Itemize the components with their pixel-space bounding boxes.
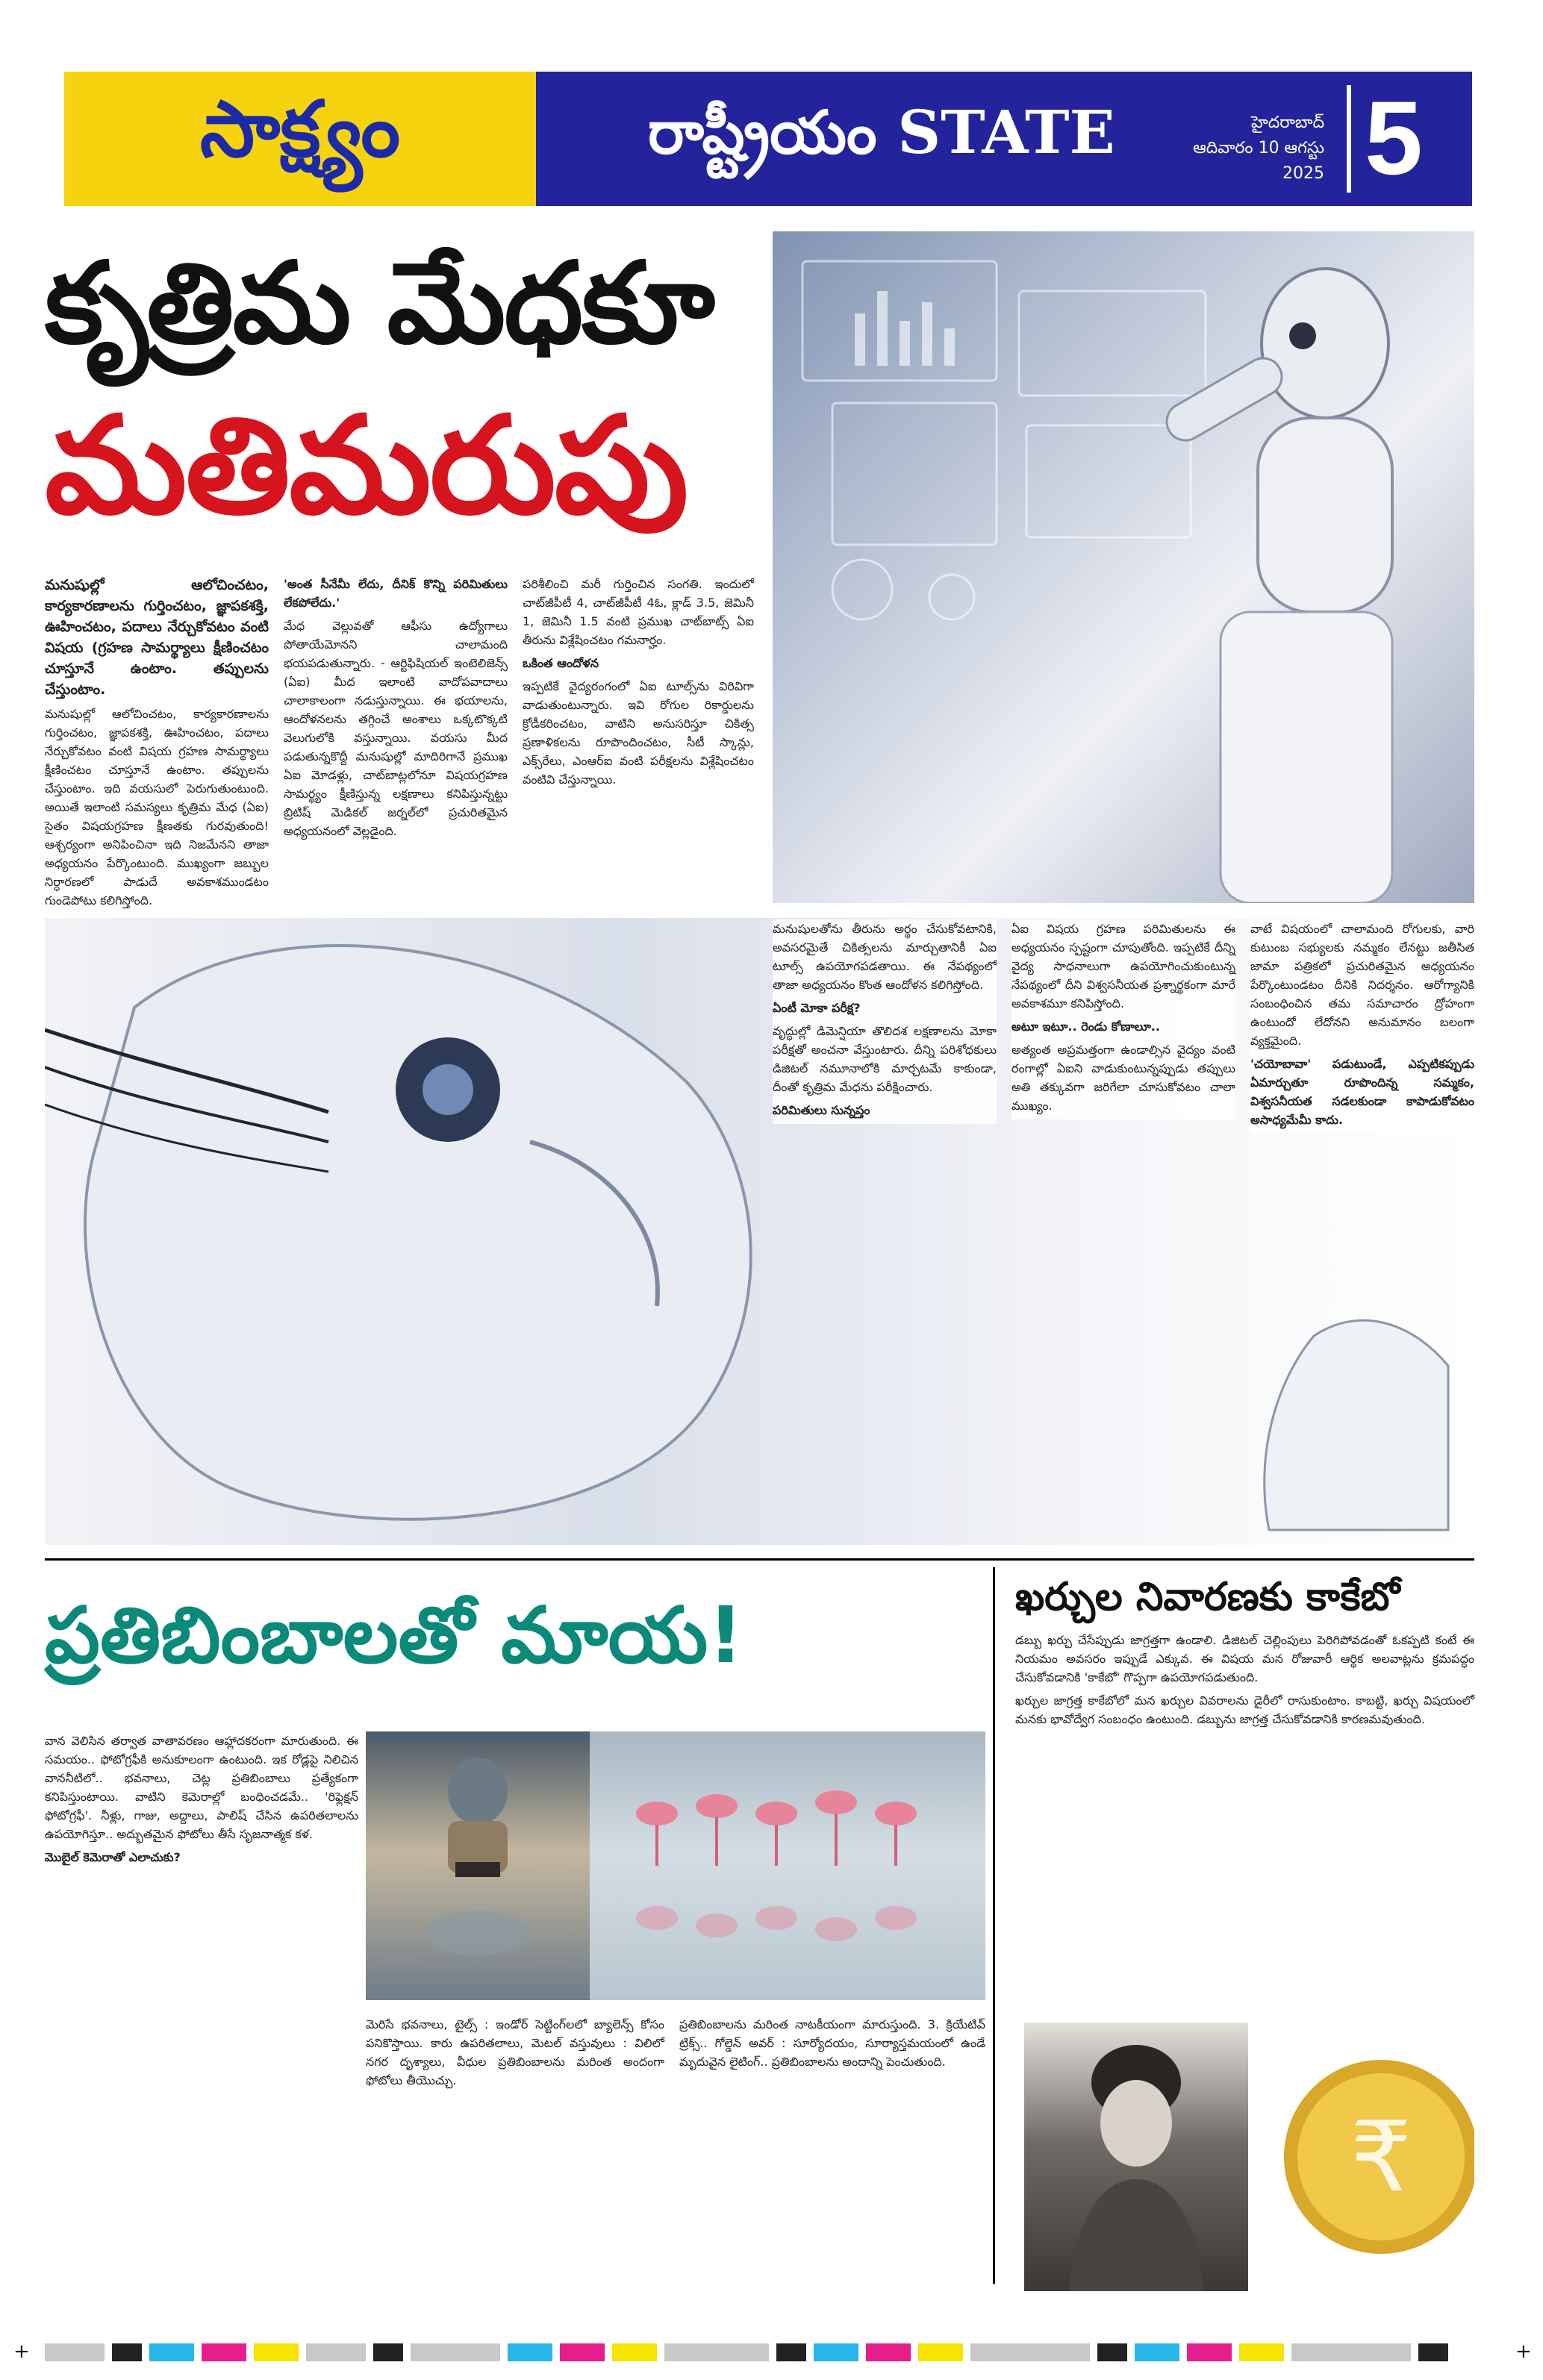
article1-col5-text: ఏఐ విషయ గ్రహణ పరిమితులను ఈ అధ్యయనం స్పష్టంగా చూపుతోంది. ఇప్పటికే దీన్ని వైద్య సాధనాలుగా ఉపయోగించుకుంటున్న నేపథ్యంలో దీని విశ్వసనీయత ప్రశ్నార్థకంగా మారే అవకాశమూ కనిపిస్తోంది.	[1011, 922, 1235, 1011]
article1-column-3	[523, 575, 754, 793]
article1-col5-text-b: అత్యంత అప్రమత్తంగా ఉండాల్సిన వైద్యం వంటి రంగాల్లో ఏఐని వాడుకుంటున్నప్పుడు తప్పులు అతి తక్కువగా జరిగేలా చూసుకోవటం చాలా ముఖ్యం.	[1011, 1043, 1235, 1113]
article2-col2-text: మెరిసే భవనాలు, టైల్స్ : ఇండోర్ సెట్టింగ్‌లలో బ్యాలెన్స్ కోసం పనికొస్తాయి. కారు ఉపరితలాలు, మెటల్ వస్తువులు : విలిలో నగర దృశ్యాలు, వీధుల ప్రతిబింబాలను మరింత అందంగా ఫోటోలు తీయొచ్చు.	[366, 2017, 664, 2087]
color-swatch	[411, 2343, 500, 2361]
logo-text: సాక్ష్యం	[199, 84, 401, 175]
photographer-icon	[366, 1731, 590, 2000]
article1-col2-text: మేధ వెల్లువతో ఆఫీసు ఉద్యోగాలు పోతాయేమోనని చాలామంది భయపడుతున్నారు. - ఆర్టిఫిషియల్ ఇంటెలిజెన్స్ (ఏఐ) మీద ఇలాంటి వాదోపవాదాలు చాలాకాలంగా నడుస్తున్నాయి. ఈ భయాలను, ఆందోళనలను తగ్గించే అంశాలు ఒక్కటొక్కటి వెలుగులోకి వస్తున్నాయి. వయసు మీద పడుతున్నకొద్దీ మనుషుల్లో మాదిరిగానే ప్రముఖ ఏఐ మోడళ్లు, చాట్‌బాట్లలోనూ విషయగ్రహణ సామర్థ్యం క్షీణిస్తున్న లక్షణాలు కనిపిస్తున్నట్టు బ్రిటిష్ మెడికల్ జర్నల్‌లో ప్రచురితమైన అధ్యయనంలో వెల్లడైంది.	[284, 619, 508, 838]
rupee-coin-icon	[1262, 2023, 1474, 2291]
article1-headline-line2: మతిమరుపు	[45, 388, 688, 544]
woman-portrait-photo	[1024, 2023, 1248, 2291]
color-swatch	[112, 2343, 142, 2361]
color-swatch	[306, 2343, 366, 2361]
color-swatch	[664, 2343, 769, 2361]
article2-col1-subhead: మొబైల్ కెమెరాతో ఎలాచుకు?	[45, 1850, 181, 1864]
color-swatch	[1187, 2343, 1232, 2361]
flamingo-reflection-photo	[590, 1731, 985, 2000]
article2-col1-text: వాన వెలిసిన తర్వాత వాతావరణం ఆహ్లాదకరంగా మారుతుంది. ఈ సమయం.. ఫోటోగ్రఫీకి అనుకూలంగా ఉంటుంది. ఇక రోడ్లపై నిలిచిన వాననీటిలో.. భవనాలు, చెట్ల ప్రతిబింబాలు ప్రత్యేకంగా కనిపిస్తుంటాయి. వాటిని కెమెరాల్లో బంధించడమే.. 'రిఫ్లెక్షన్ ఫోటోగ్రఫీ'. నీళ్లు, గాజు, అద్దాలు, పాలిష్ చేసిన ఉపరితలాలను ఉపయోగిస్తూ.. అద్భుతమైన ఫోటోలు తీసే సృజనాత్మక కళ.	[45, 1734, 358, 1841]
article1-column-5	[1011, 919, 1235, 1119]
page-number: 5	[1365, 79, 1423, 196]
article1-col4-subhead-2: పరిమితులు సున్నప్తం	[773, 1103, 870, 1117]
color-swatch	[149, 2343, 194, 2361]
color-swatch	[866, 2343, 911, 2361]
street-reflection-photo	[366, 1731, 590, 2000]
article1-col4-text: మనుషులతోను తీరును అర్థం చేసుకోవటానికి, అవసరమైతే చికిత్సలను మార్చుతానికీ ఏఐ టూల్స్ ఉపయోగపడతాయి. ఈ నేపథ్యంలో తాజా అధ్యయనం కొంత ఆందోళన కలిగిస్తోంది.	[773, 922, 997, 992]
color-swatch	[373, 2343, 403, 2361]
robot-illustration-icon	[773, 231, 1474, 903]
color-swatch	[508, 2343, 552, 2361]
article2-column-1	[45, 1731, 358, 1871]
color-swatch	[970, 2343, 1090, 2361]
color-swatch	[918, 2343, 963, 2361]
article1-intro: మనుషుల్లో ఆలోచించటం, కార్యకారణాలను గుర్తించటం, జ్ఞాపకశక్తి, ఊహించటం, పదాలు నేర్చుకోవటం వంటి విషయ (గ్రహణ సామర్థ్యాలు క్షీణించటం చూస్తూనే ఉంటాం. తప్పులను చేస్తుంటాం.	[45, 577, 269, 698]
article1-column-6	[1250, 919, 1474, 1134]
color-swatch	[1097, 2343, 1127, 2361]
article1-col1-text: మనుషుల్లో ఆలోచించటం, కార్యకారణాలను గుర్తించటం, జ్ఞాపకశక్తి, ఊహించటం, పదాలు నేర్చుకోవటం వంటి విషయ గ్రహణ సామర్థ్యాలు క్షీణించటం చూస్తూనే ఉంటాం. తప్పులను చేస్తుంటాం. ఇది వయసులో పెరుగుతుంటుంది. అయితే ఇలాంటి సమస్యలు కృత్రిమ మేధ (ఏఐ) సైతం విషయగ్రహణ క్షీణతకు గురవుతుంది! ఆశ్చర్యంగా అనిపించినా ఇది నిజమేనని తాజా అధ్యయనం పేర్కొంటుంది. ముఖ్యంగా జబ్బుల నిర్ధారణలో పాడుదే అవకాశముండటం గుండెపోటు కలిగిస్తోంది.	[45, 707, 269, 908]
rupee-coin-image	[1262, 2023, 1474, 2291]
color-swatch	[202, 2343, 246, 2361]
article3-body-text-b: ఖర్చుల జాగ్రత్త కాకేబోలో మన ఖర్చుల వివరాలను డైరీలో రాసుకుంటాం. కాబట్టి, ఖర్చు విషయంలో మనకు భావోద్వేగ సంబంధం ఉంటుంది. డబ్బును జాగ్రత్త చేసుకోవడానికి కారణమవుతుంది.	[1015, 1693, 1474, 1726]
robot-touching-screen-photo	[773, 231, 1474, 903]
color-swatch	[45, 2343, 105, 2361]
color-swatch	[560, 2343, 605, 2361]
registration-mark-left: +	[13, 2340, 30, 2363]
color-swatch	[1291, 2343, 1411, 2361]
color-swatch	[1239, 2343, 1284, 2361]
article1-col3-text: పరిశీలించి మరీ గుర్తించిన సంగతి. ఇందులో చాట్‌జీపీటీ 4, చాట్‌జీపీటీ 4ఓ, క్లాడ్ 3.5, జెమినీ 1, జెమినీ 1.5 వంటి ప్రముఖ చాట్‌బాట్స్ ఏఐ తీరును విశ్లేషించటం గమనార్హం.	[523, 577, 754, 647]
article1-column-4	[773, 919, 997, 1124]
article1-headline-line1: కృత్రిమ మేధకూ	[45, 239, 714, 369]
color-swatch	[1418, 2343, 1448, 2361]
article1-column-1	[45, 575, 269, 914]
issue-date: ఆదివారం 10 ఆగస్టు 2025	[1193, 139, 1324, 183]
color-swatch	[776, 2343, 806, 2361]
color-swatch	[1135, 2343, 1179, 2361]
page-number-divider	[1347, 85, 1351, 193]
newspaper-logo[interactable]	[64, 72, 536, 206]
article1-col3-text-b: ఇప్పటికే వైద్యరంగంలో ఏఐ టూల్స్‌ను విరివిగా వాడుతుంటున్నారు. ఇవి రోగుల రికార్డులను క్రోడీకరించటం, వాటిని అనుసరిస్తూ చికిత్స ప్రణాళికలను రూపొందించటం, సీటీ స్కాన్లు, ఎక్స్‌రేలు, ఎంఆర్‌ఐ వంటి పరీక్షలను విశ్లేషించటం వంటివి చేస్తున్నాయి.	[523, 679, 754, 787]
dateline	[1156, 110, 1324, 187]
vertical-column-divider	[993, 1567, 995, 2284]
section-band	[536, 72, 1472, 206]
article3-headline: ఖర్చుల నివారణకు కాకేబో	[1015, 1575, 1400, 1620]
article1-col5-subhead: అటూ ఇటూ.. రెండు కోణాలూ..	[1011, 1019, 1160, 1034]
color-swatch	[814, 2343, 858, 2361]
article1-column-2	[284, 575, 508, 845]
section-divider-rule	[45, 1558, 1474, 1561]
color-swatch	[612, 2343, 657, 2361]
article1-col6-text: వాటే విషయంలో చాలామంది రోగులకు, వారి కుటుంబ సభ్యులకు నమ్మకం లేనట్టు జతీసిత జామా పత్రికలో ప్రచురితమైన అధ్యయనం పేర్కొంటుండటం దీనికి నిదర్శనం. ఆరోగ్యానికి సంబంధించిన తమ సమాచారం ద్రోహంగా ఉంటుందో లేదోనని అనుమానం బలంగా వ్యక్తమైంది.	[1250, 922, 1474, 1048]
article2-headline: ప్రతిబింబాలతో మాయ!	[45, 1590, 744, 1681]
registration-mark-right: +	[1515, 2340, 1532, 2363]
color-swatch	[254, 2343, 299, 2361]
article1-col4-subhead: ఏంటీ మోకా పరీక్ష?	[773, 1001, 861, 1015]
article1-pullquote: 'అంత సీనేమీ లేదు, దీనిక్ కొన్ని పరిమితులు లేకపోలేదు.'	[284, 577, 508, 610]
flamingo-icon	[590, 1731, 985, 2000]
article1-col4-text-b: వృద్ధుల్లో డిమెన్షియా తొలిదశ లక్షణాలను మోకా పరీక్షతో అంచనా వేస్తుంటారు. దీన్ని పరిశోధకులు డిజిటల్ నమూనాలోకి మార్చటమే కాకుండా, దీంతో కృత్రిమ మేధను పరీక్షించారు.	[773, 1024, 997, 1094]
article2-col3-text: ప్రతిబింబాలను మరింత నాటకీయంగా మారుస్తుంది. 3. క్రియేటివ్ ట్రిక్స్.. గోల్డెన్ అవర్ : సూర్యోదయం, సూర్యాస్తమయంలో ఉండే మృదువైన లైటింగ్.. ప్రతిబింబాలను అందాన్ని పెంచుతుంది.	[679, 2017, 985, 2069]
article1-col3-subhead: ఒకింత ఆందోళన	[523, 656, 599, 670]
article2-column-2	[366, 2015, 664, 2094]
svg-text:₹: ₹	[1350, 2100, 1412, 2214]
article3-body	[1015, 1631, 1474, 1733]
city-name: హైదరాబాద్	[1251, 113, 1324, 132]
article2-column-3	[679, 2015, 985, 2076]
portrait-icon	[1024, 2023, 1248, 2291]
print-registration-strip	[0, 2340, 1543, 2363]
section-label: రాష్ట్రీయం STATE	[648, 97, 1115, 167]
masthead	[64, 72, 1472, 206]
article3-body-text: డబ్బు ఖర్చు చేసేప్పుడు జాగ్రత్తగా ఉండాలి. డిజిటల్ చెల్లింపులు పెరిగిపోవడంతో ఓకప్పటి కంటే ఈ నియమం అవసరం ఇప్పుడే ఎక్కువ. ఈ విషయ మన రోజువారీ ఆర్థిక అలవాట్లను క్రమపద్ధం చేసుకోవడానికి 'కాకేబో' గొప్పగా ఉపయోగపడుతుంది.	[1015, 1633, 1474, 1684]
article1-col6-quote: 'చయోబావా' పడుటుండే, ఎప్పటికప్పుడు ఏమార్చుతూ రూపొందిన్న సమ్మకం, విశ్వసనీయత సడలకుండా కాపాడుకోవటం అసాధ్యమేమీ కాదు.	[1250, 1057, 1474, 1127]
